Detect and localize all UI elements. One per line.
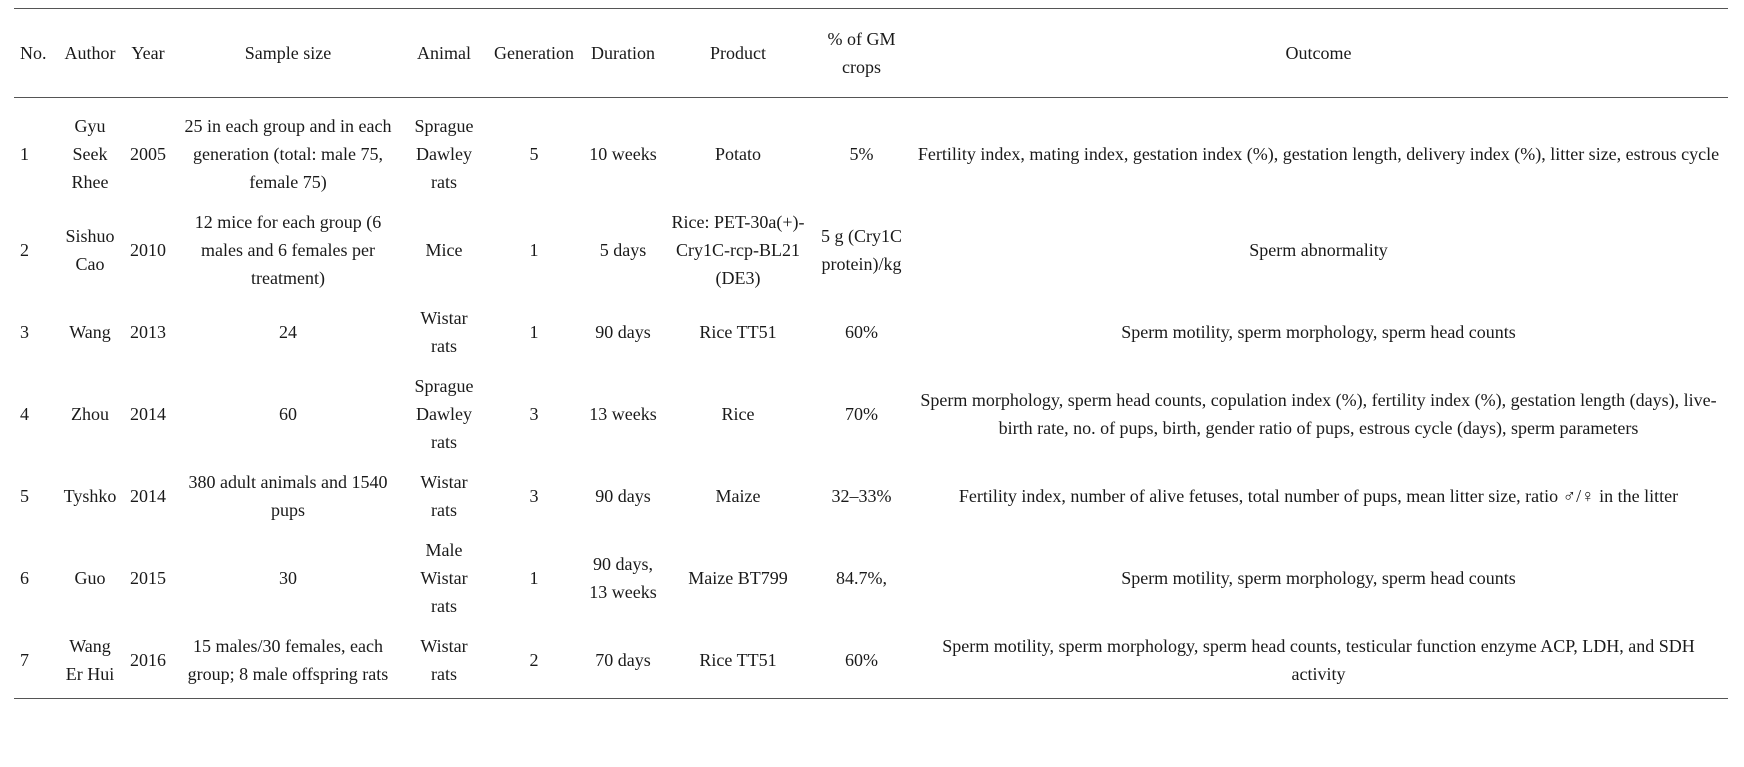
cell-outcome: Sperm morphology, sperm head counts, copulation index (%), fertility index (%), gestation length (days), live-birth rate, no. of pups, birth, gender ratio of pups, estrous cycle (days), sperm parameters <box>920 390 1717 438</box>
cell-gm-crops-percent: 5% <box>849 144 874 164</box>
cell-gm-crops-percent: 60% <box>845 322 878 342</box>
header-duration: Duration <box>591 43 655 63</box>
header-sample-size: Sample size <box>244 43 332 63</box>
cell-animal: Sprague Dawley rats <box>414 116 474 192</box>
header-author: Author <box>64 43 116 63</box>
table-row <box>14 366 1728 462</box>
cell-animal: Wistar rats <box>420 472 468 520</box>
cell-year: 2005 <box>130 144 166 164</box>
cell-product: Rice: PET-30a(+)-Cry1C-rcp-BL21 (DE3) <box>671 212 805 288</box>
cell-outcome: Fertility index, mating index, gestation index (%), gestation length, delivery index (%), litter size, estrous cycle <box>917 144 1720 164</box>
header-animal: Animal <box>417 43 471 63</box>
cell-author: Guo <box>74 568 106 588</box>
cell-product: Rice <box>721 404 755 424</box>
cell-sample-size: 60 <box>279 404 297 424</box>
table-row <box>14 626 1728 699</box>
cell-sample-size: 12 mice for each group (6 males and 6 females per treatment) <box>194 212 382 288</box>
cell-duration: 10 weeks <box>589 144 657 164</box>
cell-no: 2 <box>20 240 29 260</box>
cell-author: Sishuo Cao <box>65 226 115 274</box>
header-generation: Generation <box>494 43 574 63</box>
header-gm-crops-percent: % of GM crops <box>827 29 896 77</box>
cell-author: Tyshko <box>63 486 117 506</box>
cell-outcome: Sperm abnormality <box>1249 240 1388 260</box>
cell-gm-crops-percent: 5 g (Cry1C protein)/kg <box>821 226 902 274</box>
cell-animal: Mice <box>425 240 463 260</box>
cell-author: Gyu Seek Rhee <box>71 116 109 192</box>
header-product: Product <box>710 43 766 63</box>
cell-outcome: Sperm motility, sperm morphology, sperm head counts <box>1121 322 1516 342</box>
table-row <box>14 530 1728 626</box>
cell-sample-size: 30 <box>279 568 297 588</box>
cell-outcome: Fertility index, number of alive fetuses, total number of pups, mean litter size, ratio ♂/♀ in the litter <box>958 486 1679 506</box>
cell-generation: 1 <box>529 240 539 260</box>
cell-product: Potato <box>714 144 761 164</box>
cell-generation: 3 <box>529 486 539 506</box>
cell-generation: 3 <box>529 404 539 424</box>
cell-no: 4 <box>20 404 29 424</box>
cell-duration: 70 days <box>595 650 651 670</box>
cell-outcome: Sperm motility, sperm morphology, sperm head counts, testicular function enzyme ACP, LDH, and SDH activity <box>942 636 1695 684</box>
cell-product: Rice TT51 <box>699 322 777 342</box>
cell-sample-size: 24 <box>279 322 297 342</box>
cell-sample-size: 25 in each group and in each generation (total: male 75, female 75) <box>184 116 392 192</box>
table-header-row <box>14 9 1728 98</box>
cell-animal: Wistar rats <box>420 308 468 356</box>
cell-generation: 1 <box>529 568 539 588</box>
cell-year: 2014 <box>130 404 166 424</box>
cell-gm-crops-percent: 70% <box>845 404 878 424</box>
cell-no: 6 <box>20 568 29 588</box>
cell-generation: 1 <box>529 322 539 342</box>
cell-duration: 90 days, 13 weeks <box>589 554 657 602</box>
cell-author: Wang Er Hui <box>65 636 115 684</box>
cell-no: 3 <box>20 322 29 342</box>
table-row <box>14 202 1728 298</box>
cell-outcome: Sperm motility, sperm morphology, sperm head counts <box>1121 568 1516 588</box>
cell-no: 7 <box>20 650 29 670</box>
table-row <box>14 462 1728 530</box>
cell-animal: Sprague Dawley rats <box>414 376 474 452</box>
cell-duration: 90 days <box>595 322 651 342</box>
cell-generation: 5 <box>529 144 539 164</box>
cell-no: 5 <box>20 486 29 506</box>
cell-sample-size: 380 adult animals and 1540 pups <box>188 472 388 520</box>
table-row <box>14 98 1728 203</box>
header-outcome: Outcome <box>1285 43 1352 63</box>
cell-product: Maize BT799 <box>688 568 788 588</box>
cell-year: 2015 <box>130 568 166 588</box>
cell-gm-crops-percent: 84.7%, <box>836 568 887 588</box>
cell-year: 2014 <box>130 486 166 506</box>
table-row <box>14 298 1728 366</box>
table-container <box>14 8 1728 699</box>
cell-author: Zhou <box>71 404 109 424</box>
cell-animal: Male Wistar rats <box>420 540 468 616</box>
cell-year: 2013 <box>130 322 166 342</box>
cell-product: Rice TT51 <box>699 650 777 670</box>
gm-crops-reproductive-studies-table <box>14 8 1728 699</box>
cell-sample-size: 15 males/30 females, each group; 8 male offspring rats <box>187 636 389 684</box>
header-year: Year <box>131 43 165 63</box>
cell-year: 2010 <box>130 240 166 260</box>
cell-gm-crops-percent: 32–33% <box>831 486 892 506</box>
cell-generation: 2 <box>529 650 539 670</box>
header-no: No. <box>20 43 47 63</box>
cell-duration: 5 days <box>599 240 647 260</box>
cell-year: 2016 <box>130 650 166 670</box>
cell-duration: 13 weeks <box>589 404 657 424</box>
cell-gm-crops-percent: 60% <box>845 650 878 670</box>
cell-animal: Wistar rats <box>420 636 468 684</box>
cell-duration: 90 days <box>595 486 651 506</box>
cell-no: 1 <box>20 144 29 164</box>
cell-author: Wang <box>69 322 111 342</box>
cell-product: Maize <box>715 486 761 506</box>
